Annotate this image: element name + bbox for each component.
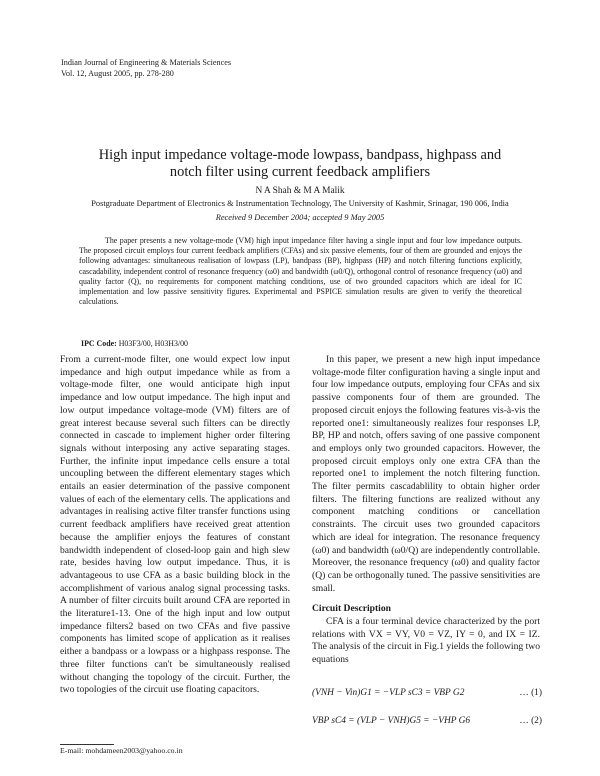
ipc-value: H03F3/00, H03H3/00: [118, 339, 188, 348]
ipc-code: [81, 339, 188, 348]
equation-1-number: … (1): [519, 688, 542, 698]
footnote-email: E-mail: mohdameen2003@yahoo.co.in: [60, 746, 183, 755]
section-heading: Circuit Description: [312, 603, 391, 615]
contribution-paragraph: In this paper, we present a new high input impedance voltage-mode filter configuration having a single input and four low impedance outputs, employing four CFAs and six passive components four of them are grounded. The proposed circuit enjoys the following features vis-à-vis the reported one1: simultaneously realizes four responses LP, BP, HP and notch, offers saving of one passive component and employs only two grounded capacitors. However, the proposed circuit employs only one extra CFA than the reported one1 to implement the notch filtering function. The filter permits cascadablility to obtain higher order filters. The filtering functions are realized without any component matching conditions or cancellation constraints. The circuit uses two grounded capacitors which are ideal for integration. The resonance frequency (ω0) and bandwidth (ω0/Q) are independently controllable. Moreover, the resonance frequency (ω0) and quality factor (Q) can be orthogonally tuned. The passive sensitivities are small.: [312, 354, 540, 594]
journal-name: Indian Journal of Engineering & Materials Sciences: [61, 58, 232, 67]
journal-issue: Vol. 12, August 2005, pp. 278-280: [61, 68, 174, 78]
received-dates: Received 9 December 2004; accepted 9 May 2005: [215, 213, 385, 222]
affiliation: Postgraduate Department of Electronics & Instrumentation Technology, The University of Kashmir, Srinagar, 190 006, India: [91, 199, 509, 208]
abstract: The paper presents a new voltage-mode (VM) high input impedance filter having a single input and four low impedance outputs. The proposed circuit employs four current feedback amplifiers (CFAs) and six passive elements, four of them are grounded and enjoys the following advantages: simultaneous realisation of lowpass (LP), bandpass (BP), highpass (HP) and notch filtering functions explicitly, cascadability, independent control of resonance frequency (ω0) and bandwidth (ω0/Q), orthogonal control of resonance frequency (ω0) and quality factor (Q), no requirements for component matching conditions, use of two grounded capacitors which are ideal for IC implementation and low passive sensitivity figures. Experimental and PSPICE simulation results are given to verify the theoretical calculations.: [79, 236, 522, 307]
equation-2-number: … (2): [519, 716, 542, 726]
section-paragraph: CFA is a four terminal device characterized by the port relations with VX = VY, V0 = VZ, IY = 0, and IX = IZ. The analysis of the circuit in Fig.1 yields the following two equations: [312, 616, 540, 666]
equation-2-expr: VBP sC4 = (VLP − VNH)G5 = −VHP G6: [312, 716, 471, 726]
equation-1-expr: (VNH − Vin)G1 = −VLP sC3 = VBP G2: [312, 688, 465, 698]
ipc-label: IPC Code:: [81, 339, 117, 348]
journal-header: [61, 58, 231, 79]
authors: N A Shah & M A Malik: [255, 186, 345, 196]
equation-2: [312, 716, 542, 726]
right-column: [312, 354, 540, 667]
title-line-2: notch filter using current feedback amplifiers: [169, 164, 431, 180]
left-column: [60, 354, 290, 697]
paper-title: [60, 147, 540, 181]
footnote-rule: [60, 744, 114, 745]
equation-1: [312, 688, 542, 698]
intro-paragraph: From a current-mode filter, one would expect low input impedance and high output impedance while as from a voltage-mode filter, one would anticipate high input impedance and low output impedance. The high input and low output impedance voltage-mode (VM) filters are of great interest because several such filters can be directly connected in cascade to implement higher order filtering signals without interposing any active separating stages. Further, the infinite input impedance cells ensure a total uncoupling between the different elementary stages which entails an easier determination of the passive component values of each of the elementary cells. The applications and advantages in realising active filter transfer functions using current feedback amplifiers have received great attention because the amplifier enjoys the features of constant bandwidth independent of closed-loop gain and high slew rate, besides having low output impedance. Thus, it is advantageous to use CFA as a basic building block in the accomplishment of various analog signal processing tasks. A number of filter circuits built around CFA are reported in the literature1-13. One of the high input and low output impedance filters2 based on two CFAs and five passive components has limited scope of application as it realises either a bandpass or a lowpass or a highpass response. The three filter functions can't be simultaneously realised without changing the topology of the circuit. Further, the two topologies of the circuit use floating capacitors.: [60, 354, 290, 696]
title-line-1: High input impedance voltage-mode lowpass, bandpass, highpass and: [98, 147, 502, 163]
